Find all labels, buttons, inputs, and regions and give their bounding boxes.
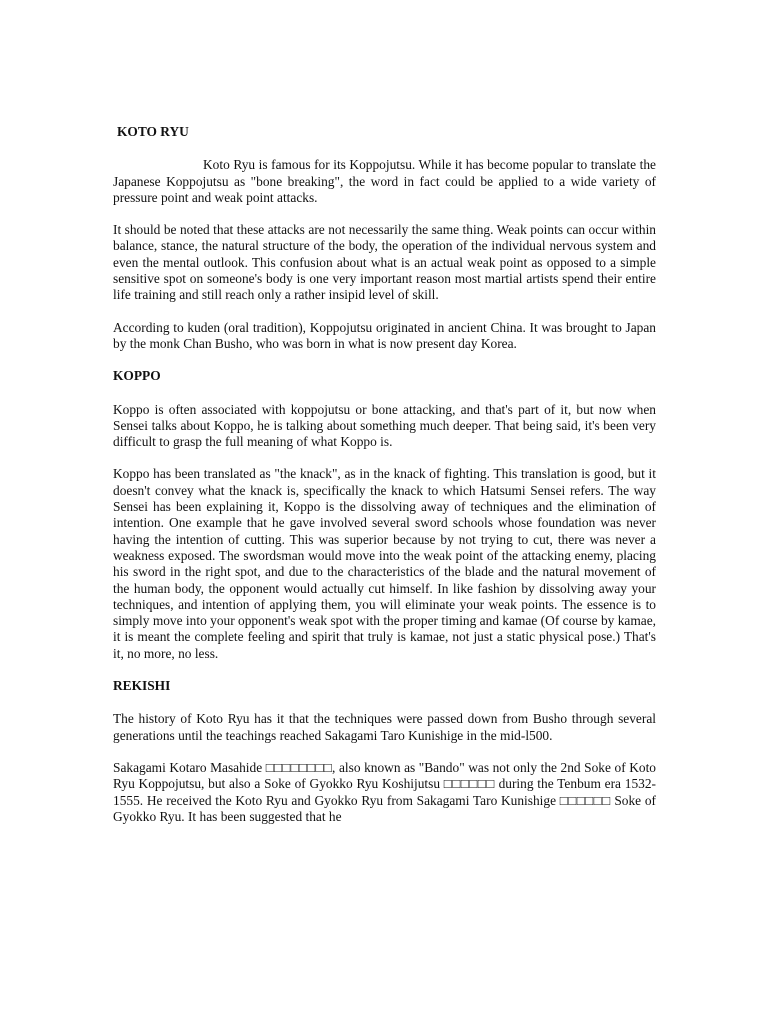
section-heading-koppo: KOPPO xyxy=(113,368,161,384)
paragraph-koto-ryu-3: According to kuden (oral tradition), Koppojutsu originated in ancient China. It was brought to Japan by the monk Chan Busho, who was born in what is now present day Korea. xyxy=(113,319,656,351)
paragraph-koto-ryu-2: It should be noted that these attacks are not necessarily the same thing. Weak points can occur within balance, stance, the natural structure of the body, the operation of the individual nervous system and even the mental outlook. This confusion about what is an actual weak point as opposed to a simple sensitive spot on someone's body is one very important reason most martial artists spend their entire life training and still reach only a rather insipid level of skill. xyxy=(113,222,656,303)
paragraph-rekishi-2: Sakagami Kotaro Masahide □□□□□□□□, also known as "Bando" was not only the 2nd Soke of Koto Ryu Koppojutsu, but also a Soke of Gyokko Ryu Koshijutsu □□□□□□ during the Tenbum era 1532-1555. He received the Koto Ryu and Gyokko Ryu from Sakagami Taro Kunishige □□□□□□ Soke of Gyokko Ryu. It has been suggested that he xyxy=(113,759,656,824)
paragraph-koppo-1: Koppo is often associated with koppojutsu or bone attacking, and that's part of it, but now when Sensei talks about Koppo, he is talking about something much deeper. That being said, it's been very difficult to grasp the full meaning of what Koppo is. xyxy=(113,401,656,450)
paragraph-koppo-2: Koppo has been translated as "the knack", as in the knack of fighting. This translation is good, but it doesn't convey what the knack is, specifically the knack to which Hatsumi Sensei refers. The way Sensei has been explaining it, Koppo is the dissolving away of techniques and the elimination of intention. One example that he gave involved several sword schools whose foundation was never having the intention of cutting. This was superior because by not trying to cut, there was never a weakness exposed. The swordsman would move into the weak point of the attacking enemy, placing his sword in the right spot, and due to the characteristics of the blade and the natural movement of the human body, the opponent would actually cut himself. In like fashion by dissolving away your techniques, and intention of applying them, you will eliminate your weak points. The essence is to simply move into your opponent's weak spot with the proper timing and kamae (Of course by kamae, it is meant the complete feeling and spirit that truly is kamae, not just a static physical pose.) That's it, no more, no less. xyxy=(113,466,656,661)
document-page xyxy=(113,124,656,841)
paragraph-rekishi-1: The history of Koto Ryu has it that the techniques were passed down from Busho through several generations until the teachings reached Sakagami Taro Kunishige in the mid-l500. xyxy=(113,711,656,743)
paragraph-koto-ryu-1: Koto Ryu is famous for its Koppojutsu. While it has become popular to translate the Japanese Koppojutsu as "bone breaking", the word in fact could be applied to a wide variety of pressure point and weak point attacks. xyxy=(113,157,656,205)
section-heading-koto-ryu: KOTO RYU xyxy=(117,124,189,139)
section-heading-rekishi: REKISHI xyxy=(113,678,171,694)
